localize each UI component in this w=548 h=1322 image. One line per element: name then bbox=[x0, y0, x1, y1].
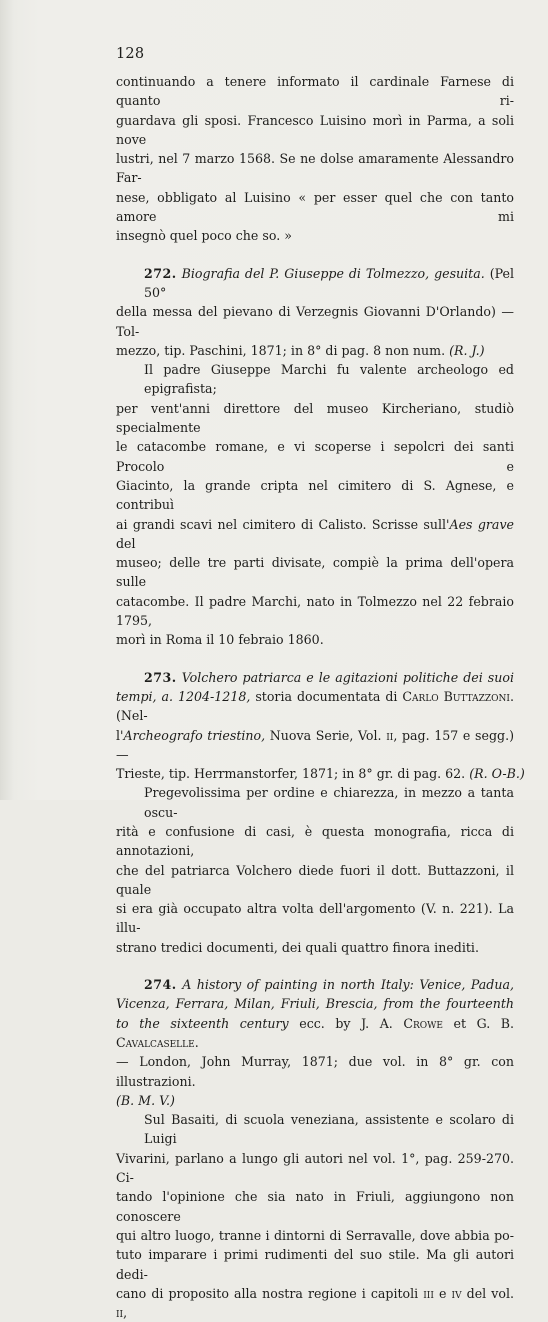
text-line bbox=[116, 764, 525, 783]
text-span: rità e confusione di casi, è questa monografia, ricca di annotazioni, bbox=[116, 823, 514, 859]
text-line bbox=[116, 899, 514, 938]
text-line bbox=[116, 149, 514, 188]
text-span: del bbox=[116, 535, 136, 551]
text-span: Archeografo triestino, bbox=[123, 727, 266, 743]
text-line bbox=[116, 437, 514, 476]
text-line bbox=[116, 72, 514, 111]
entry-number: 274. bbox=[144, 977, 177, 993]
text-span: Pregevolissima per ordine e chiarezza, in mezzo a tanta oscu- bbox=[144, 785, 514, 820]
text-line bbox=[116, 188, 514, 227]
text-span: che del patriarca Volchero diede fuori il dott. Buttazzoni, il quale bbox=[116, 862, 514, 897]
text-span: l' bbox=[116, 727, 124, 743]
text-span: nese, obbligato al Luisino « per esser quel che con tanto amore mi bbox=[116, 189, 514, 225]
text-line bbox=[116, 360, 514, 399]
text-line bbox=[116, 668, 514, 687]
text-span: Vicenza, Ferrara, Milan, Friuli, Brescia, from the fourteenth bbox=[116, 996, 514, 1012]
text-span: museo; delle tre parti divisate, compiè la prima dell'opera sulle bbox=[116, 555, 514, 590]
text-span: qui altro luogo, tranne i dintorni di Serravalle, dove abbia po- bbox=[116, 1227, 514, 1243]
text-span: (R. J.) bbox=[449, 342, 485, 358]
text-span: (B. M. V.) bbox=[116, 1092, 175, 1108]
entry-number: 273. bbox=[144, 669, 177, 685]
text-line bbox=[116, 515, 514, 554]
text-span: Cavalcaselle bbox=[116, 1034, 195, 1050]
text-span: iii bbox=[423, 1285, 434, 1301]
text-span: e bbox=[433, 1285, 452, 1301]
text-line bbox=[116, 264, 514, 303]
text-span: tempi, a. 1204-1218, bbox=[116, 688, 251, 704]
text-line bbox=[116, 1187, 514, 1226]
text-line bbox=[116, 783, 514, 822]
text-span: Crowe bbox=[403, 1015, 443, 1031]
text-span: tuto imparare i primi rudimenti del suo stile. Ma gli autori dedi- bbox=[116, 1247, 514, 1282]
entry-separator bbox=[116, 246, 514, 264]
text-span: A history of painting in north Italy: Venice, Padua, bbox=[182, 977, 514, 993]
text-line bbox=[116, 1226, 514, 1245]
text-span: Trieste, tip. Herrmanstorfer, 1871; in 8° gr. di pag. 62. bbox=[116, 766, 470, 782]
text-span: guardava gli sposi. Francesco Luisino morì in Parma, a soli nove bbox=[116, 112, 514, 147]
text-span: , pag. 157 e segg.) — bbox=[116, 727, 514, 762]
text-span: to the sixteenth century bbox=[116, 1015, 289, 1031]
text-span: Il padre Giuseppe Marchi fu valente archeologo ed epigrafista; bbox=[144, 362, 514, 397]
text-span: catacombe. Il padre Marchi, nato in Tolmezzo nel 22 febraio 1795, bbox=[116, 593, 514, 629]
text-span: ecc. by J. A. bbox=[288, 1015, 404, 1031]
text-line bbox=[116, 726, 514, 765]
entry-separator bbox=[116, 957, 514, 975]
text-span: morì in Roma il 10 febraio 1860. bbox=[116, 632, 324, 648]
text-span: per vent'anni direttore del museo Kircheriano, studiò specialmente bbox=[116, 400, 514, 436]
text-line bbox=[116, 553, 514, 592]
text-span: lustri, nel 7 marzo 1568. Se ne dolse amaramente Alessandro Far- bbox=[116, 151, 514, 186]
text-span: si era già occupato altra volta dell'argomento (V. n. 221). La illu- bbox=[116, 901, 514, 936]
entry-number: 272. bbox=[144, 265, 177, 281]
text-line bbox=[116, 938, 514, 957]
text-line bbox=[116, 302, 514, 341]
text-span: mezzo, tip. Paschini, 1871; in 8° di pag. 8 non num. bbox=[116, 342, 450, 358]
text-span: . (Nel- bbox=[116, 688, 515, 724]
text-span: Nuova Serie, Vol. bbox=[265, 727, 387, 743]
text-span: ii bbox=[116, 1305, 124, 1321]
text-span: ii bbox=[386, 727, 394, 743]
text-span: et G. B. bbox=[442, 1015, 514, 1031]
text-line bbox=[116, 341, 514, 360]
text-span: Sul Basaiti, di scuola veneziana, assistente e scolaro di Luigi bbox=[144, 1112, 514, 1147]
text-span: insegnò quel poco che so. » bbox=[116, 228, 292, 244]
page-text bbox=[116, 72, 525, 1322]
text-line bbox=[116, 975, 514, 994]
text-line bbox=[116, 630, 514, 649]
text-span: storia documentata di bbox=[250, 688, 403, 704]
text-span: ai grandi scavi nel cimitero di Calisto. Scrisse sull' bbox=[116, 516, 450, 532]
text-span: Carlo Buttazzoni bbox=[402, 688, 510, 704]
text-span: strano tredici documenti, dei quali quattro finora inediti. bbox=[116, 939, 479, 955]
text-span: Vivarini, parlano a lungo gli autori nel vol. 1°, pag. 259-270. Ci- bbox=[116, 1150, 514, 1186]
text-span: cano di proposito alla nostra regione i capitoli bbox=[116, 1285, 424, 1301]
text-span: tando l'opinione che sia nato in Friuli, aggiungono non conoscere bbox=[116, 1189, 514, 1224]
text-line bbox=[116, 1245, 514, 1284]
text-line bbox=[116, 111, 514, 150]
text-span: Biografia del P. Giuseppe di Tolmezzo, gesuita. bbox=[181, 265, 485, 281]
text-span: Volchero patriarca e le agitazioni politiche dei suoi bbox=[181, 669, 514, 685]
entry-separator bbox=[116, 650, 514, 668]
text-line bbox=[116, 822, 514, 861]
text-line bbox=[116, 1149, 514, 1188]
text-line bbox=[116, 399, 514, 438]
text-line bbox=[116, 1284, 514, 1322]
text-span: (R. O-B.) bbox=[469, 766, 525, 782]
page-number: 128 bbox=[116, 46, 145, 62]
text-span: — London, John Murray, 1871; due vol. in 8° gr. con illustrazioni. bbox=[116, 1054, 514, 1089]
text-span: iv bbox=[451, 1285, 462, 1301]
text-line bbox=[116, 476, 514, 515]
text-line bbox=[116, 1091, 514, 1110]
text-span: , bbox=[123, 1305, 128, 1321]
text-line bbox=[116, 1052, 514, 1091]
text-line bbox=[116, 687, 514, 726]
text-span: del vol. bbox=[461, 1285, 514, 1301]
text-span: . bbox=[194, 1034, 199, 1050]
text-span: le catacombe romane, e vi scoperse i sepolcri dei santi Procolo e bbox=[116, 439, 514, 474]
text-line bbox=[116, 994, 514, 1013]
text-line bbox=[116, 861, 514, 900]
text-line bbox=[116, 1014, 514, 1053]
text-line bbox=[116, 1110, 514, 1149]
text-line bbox=[116, 226, 514, 245]
text-span: della messa del pievano di Verzegnis Giovanni D'Orlando) — Tol- bbox=[116, 304, 514, 339]
text-span: Aes grave bbox=[449, 516, 515, 532]
text-span: Giacinto, la grande cripta nel cimitero di S. Agnese, e contribuì bbox=[116, 477, 514, 513]
text-span: (Pel 50° bbox=[144, 265, 514, 300]
text-line bbox=[116, 592, 514, 631]
text-span: continuando a tenere informato il cardinale Farnese di quanto ri- bbox=[116, 74, 514, 109]
